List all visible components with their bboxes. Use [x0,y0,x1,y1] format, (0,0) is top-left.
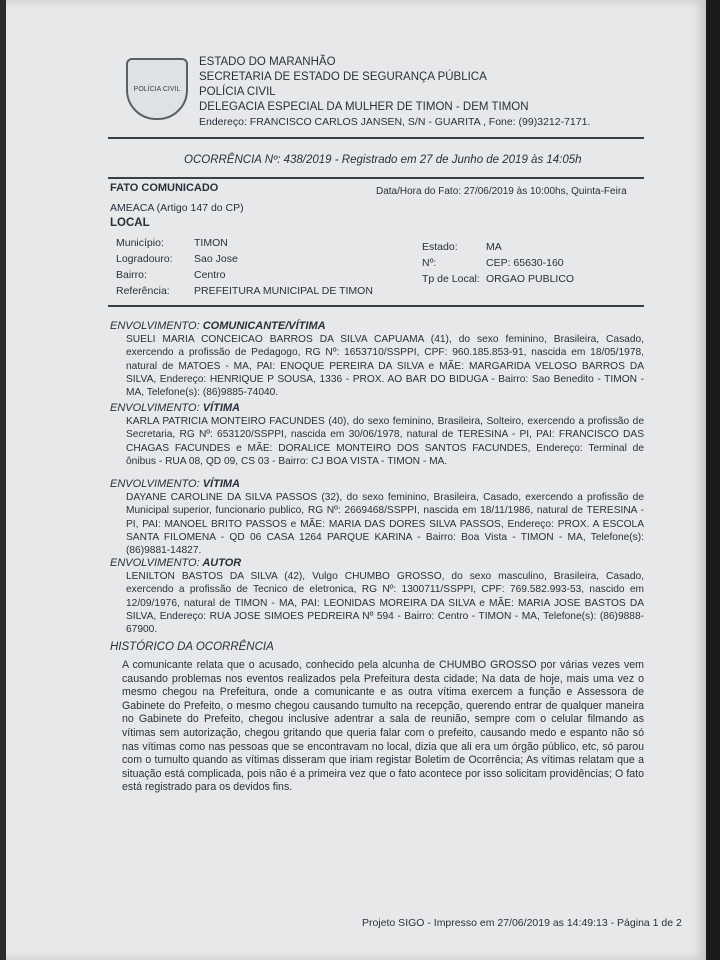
envolvimento-title: ENVOLVIMENTO: VÍTIMA [110,402,240,414]
tp-local-label: Tp de Local: [422,273,480,285]
logradouro-label: Logradouro: [116,253,173,265]
document-header [199,55,590,130]
header-police: POLÍCIA CIVIL [199,86,276,98]
fato-type: AMEACA (Artigo 147 do CP) [110,202,244,214]
divider [108,177,644,179]
occurrence-number: OCORRÊNCIA Nº: 438/2019 - Registrado em 27 de Junho de 2019 às 14:05h [184,154,582,166]
police-seal-icon: POLÍCIA CIVIL [126,58,188,120]
fato-title: FATO COMUNICADO [110,182,219,194]
estado-label: Estado: [422,241,458,253]
header-address: Endereço: FRANCISCO CARLOS JANSEN, S/N - GUARITA , Fone: (99)3212-7171. [199,116,591,128]
envolvimento-title: ENVOLVIMENTO: COMUNICANTE/VÍTIMA [110,320,326,332]
envolvimento-title: ENVOLVIMENTO: AUTOR [110,557,242,569]
document-page [6,0,706,960]
fato-datetime: Data/Hora do Fato: 27/06/2019 às 10:00hs, Quinta-Feira [376,186,627,197]
page-footer: Projeto SIGO - Impresso em 27/06/2019 as 14:49:13 - Página 1 de 2 [362,917,682,929]
logradouro-value: Sao Jose [194,253,238,265]
header-secretariat: SECRETARIA DE ESTADO DE SEGURANÇA PÚBLICA [199,71,487,83]
municipio-label: Município: [116,237,164,249]
header-state: ESTADO DO MARANHÃO [199,56,336,68]
local-title: LOCAL [110,217,150,229]
envolvimento-comunicante-text: SUELI MARIA CONCEICAO BARROS DA SILVA CAPUAMA (41), do sexo feminino, Brasileira, Casado, exercendo a profissão de Pedagogo, RG Nº: 1653710/SSPPI, CPF: 960.185.853-91, nascida em 18/05/1978, natural de MATOES - MA, PAI: ENOQUE PEREIRA DA SILVA e MÃE: MARGARIDA VELOSO BARROS DA SILVA, Endereço: HENRIQUE P SOUSA, 1336 - PROX. AO BAR DO BIDUGA - Bairro: Sao Benedito - TIMON - MA, Telefone(s): (86)9885-74040. [126,334,644,399]
divider [108,137,644,139]
tp-local-value: ORGAO PUBLICO [486,273,575,285]
envolvimento-autor-text: LENILTON BASTOS DA SILVA (42), Vulgo CHUMBO GROSSO, do sexo masculino, Brasileira, Casado, exercendo a profissão de Tecnico de eletronica, RG Nº: 1300711/SSPPI, CPF: 769.582.993-53, nascido em 12/09/1976, natural de TIMON - MA, PAI: LEONIDAS MOREIRA DA SILVA e MÃE: MARIA JOSE BASTOS DA SILVA, Endereço: RUA JOSE SIMOES PEDREIRA Nº 594 - Bairro: Centro - TIMON - MA, Telefone(s): (86)9888-67900. [126,571,644,636]
envolvimento-title: ENVOLVIMENTO: VÍTIMA [110,478,240,490]
historico-text: A comunicante relata que o acusado, conhecido pela alcunha de CHUMBO GROSSO por várias vezes vem causando problemas nos eventos realizados pela Prefeitura desta cidade; Na data de hoje, mais uma vez o mesmo chegou na Prefeitura, onde a comunicante e as outra vítima exercem a função e Assessora de Gabinete do Prefeito, o mesmo chegou causando tumulto na recepção, querendo entrar de qualquer maneira no Gabinete do Prefeito, chegou inclusive adentrar a sala de reunião, sempre com o celular filmando as vítimas sem autorização, chegou gritando que queria falar com o prefeito, causando medo e espanto não só nas vítimas como nas pessoas que se encontravam no local, dizia que ali era um órgão público, etc, só parou com o tumulto quando as vítimas disseram que iriam registar Boletim de Ocorrência; As vítimas relatam que a situação está complicada, pois não é a primeira vez que o fato acontece por isso solicitam providências; O fato está registrado para os devidos fins. [122,659,644,794]
envolvimento-vitima-2-text: DAYANE CAROLINE DA SILVA PASSOS (32), do sexo feminino, Brasileira, Casado, exercendo a profissão de Municipal superior, funcionario publico, RG Nº: 2669468/SSPPI, nascida em 18/11/1986, natural de TERESINA - PI, PAI: MANOEL BRITO PASSOS e MÃE: MARIA DAS DORES SILVA PASSOS, Endereço: PROX. A ESCOLA SANTA FILOMENA - QD 06 CASA 1264 PARQUE KARINA - Bairro: Boa Vista - TIMON - MA, Telefone(s): (86)9881-14827. [126,492,644,557]
referencia-value: PREFEITURA MUNICIPAL DE TIMON [194,285,373,297]
numero-label: Nº: [422,257,437,269]
historico-title: HISTÓRICO DA OCORRÊNCIA [110,641,274,653]
bairro-value: Centro [194,269,226,281]
photo-edge [706,0,720,960]
cep-value: CEP: 65630-160 [486,257,564,269]
envolvimento-vitima-1-text: KARLA PATRICIA MONTEIRO FACUNDES (40), do sexo feminino, Brasileira, Solteiro, exercendo a profissão de Secretaria, RG Nº: 653120/SSPPI, nascida em 30/06/1978, natural de TERESINA - PI, PAI: FRANCISCO DAS CHAGAS FACUNDES e MÃE: DORALICE MONTEIRO DOS SANTOS FACUNDES, Endereço: Terminal de ônibus - RUA 08, QD 09, CS 03 - Bairro: CJ BOA VISTA - TIMON - MA. [126,416,644,467]
estado-value: MA [486,241,502,253]
bairro-label: Bairro: [116,269,147,281]
referencia-label: Referência: [116,285,170,297]
header-delegacia: DELEGACIA ESPECIAL DA MULHER DE TIMON - DEM TIMON [199,101,529,113]
divider [108,305,644,307]
municipio-value: TIMON [194,237,228,249]
